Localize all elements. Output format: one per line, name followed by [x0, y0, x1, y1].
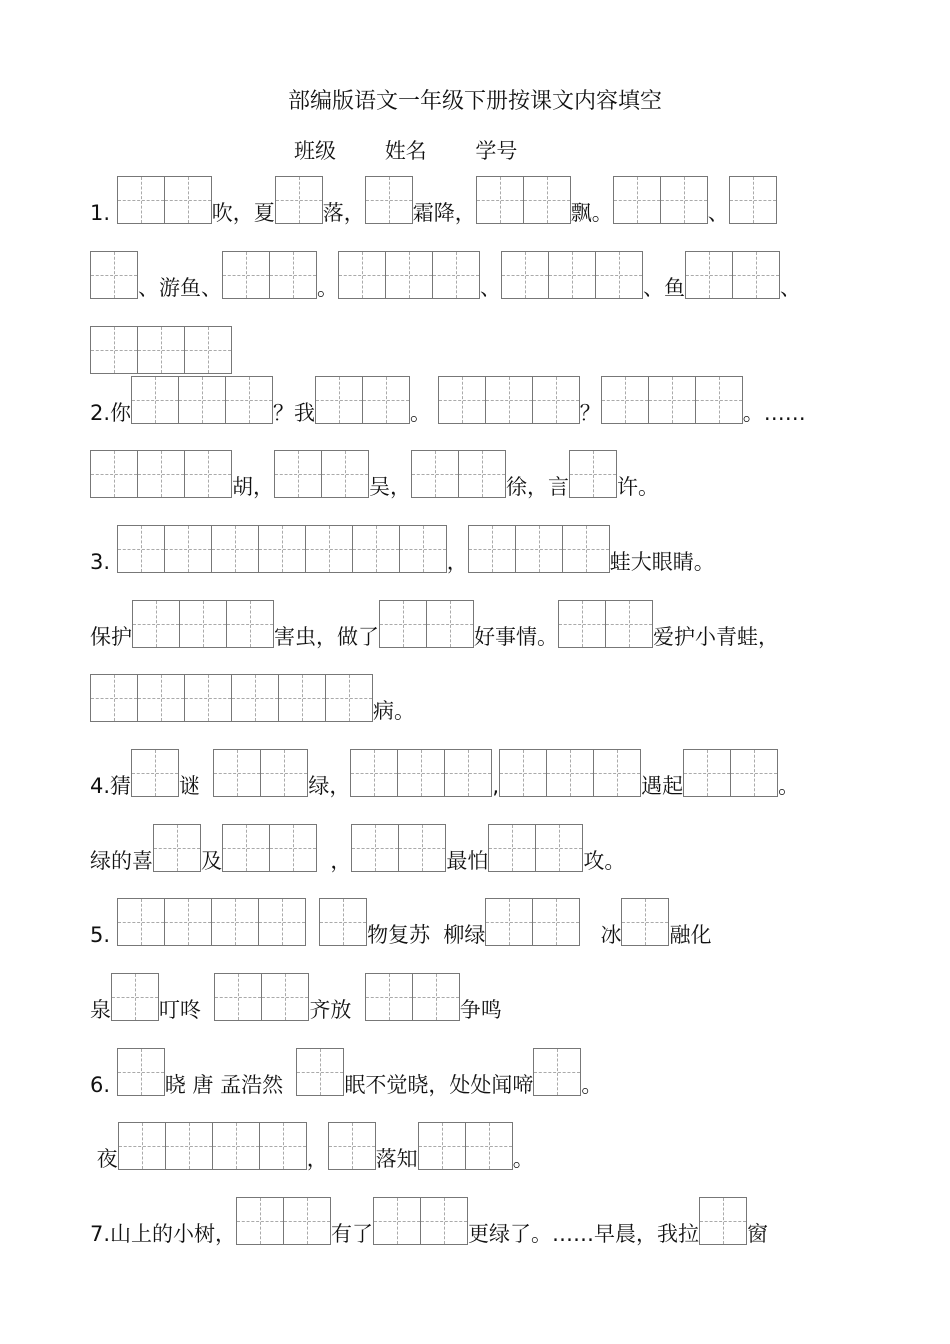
- tianzige-box[interactable]: [117, 898, 165, 946]
- answer-box-group[interactable]: [418, 1122, 513, 1170]
- tianzige-box[interactable]: [231, 674, 279, 722]
- prompt-text: [306, 922, 319, 948]
- tianzige-box[interactable]: [132, 600, 180, 648]
- answer-box-group[interactable]: [222, 824, 317, 872]
- tianzige-box[interactable]: [546, 749, 594, 797]
- prompt-text: 物复苏 柳绿: [367, 923, 486, 947]
- tianzige-box[interactable]: [595, 251, 643, 299]
- prompt-text: 夜: [90, 1147, 118, 1171]
- prompt-text: ？我: [273, 401, 316, 425]
- worksheet-line: [90, 521, 715, 573]
- worksheet-line: [90, 745, 799, 797]
- prompt-text: 许。: [617, 475, 659, 499]
- tianzige-box[interactable]: [111, 973, 159, 1021]
- prompt-text: 攻。: [583, 849, 626, 873]
- prompt-text: 。: [410, 401, 438, 425]
- answer-box-group[interactable]: [350, 749, 492, 797]
- tianzige-box[interactable]: [283, 1197, 331, 1245]
- answer-box-group[interactable]: [296, 1048, 344, 1096]
- answer-box-group[interactable]: [683, 749, 778, 797]
- answer-box-group[interactable]: [132, 600, 274, 648]
- answer-box-group[interactable]: [338, 251, 480, 299]
- tianzige-box[interactable]: [269, 251, 317, 299]
- tianzige-box[interactable]: [523, 176, 571, 224]
- prompt-text: 。: [512, 1147, 534, 1171]
- tianzige-box[interactable]: [412, 973, 460, 1021]
- tianzige-box[interactable]: [465, 1122, 513, 1170]
- tianzige-box[interactable]: [222, 824, 270, 872]
- tianzige-box[interactable]: [260, 749, 308, 797]
- prompt-text: 及: [201, 849, 222, 873]
- worksheet-line: [90, 670, 415, 722]
- worksheet-line: [90, 1044, 602, 1096]
- tianzige-box[interactable]: [164, 525, 212, 573]
- prompt-text: 有了: [331, 1222, 374, 1246]
- tianzige-box[interactable]: [683, 749, 731, 797]
- tianzige-box[interactable]: [352, 525, 400, 573]
- answer-box-group[interactable]: [274, 450, 369, 498]
- prompt-text: 冰: [580, 923, 622, 947]
- prompt-text: ，: [446, 550, 468, 574]
- prompt-text: 窗: [747, 1222, 769, 1246]
- tianzige-box[interactable]: [699, 1197, 747, 1245]
- answer-box-group[interactable]: [117, 176, 212, 224]
- tianzige-box[interactable]: [325, 674, 373, 722]
- prompt-text: 吹，夏: [211, 201, 275, 225]
- prompt-text: 霜降，: [412, 201, 476, 225]
- tianzige-box[interactable]: [476, 176, 524, 224]
- answer-box-group[interactable]: [111, 973, 159, 1021]
- prompt-text: 蛙大眼睛。: [609, 550, 715, 574]
- tianzige-box[interactable]: [729, 176, 777, 224]
- answer-box-group[interactable]: [569, 450, 617, 498]
- tianzige-box[interactable]: [399, 525, 447, 573]
- student-id-label: 学号: [475, 139, 518, 163]
- prompt-text: 、: [707, 201, 729, 225]
- answer-box-group[interactable]: [131, 376, 273, 424]
- answer-box-group[interactable]: [351, 824, 446, 872]
- tianzige-box[interactable]: [350, 749, 398, 797]
- tianzige-box[interactable]: [601, 376, 649, 424]
- tianzige-box[interactable]: [212, 1122, 260, 1170]
- tianzige-box[interactable]: [426, 600, 474, 648]
- tianzige-box[interactable]: [648, 376, 696, 424]
- tianzige-box[interactable]: [605, 600, 653, 648]
- tianzige-box[interactable]: [269, 824, 317, 872]
- tianzige-box[interactable]: [535, 824, 583, 872]
- class-label: 班级: [294, 139, 336, 163]
- prompt-text: 。: [581, 1073, 603, 1097]
- prompt-text: 徐，言: [506, 475, 569, 499]
- tianzige-box[interactable]: [685, 251, 733, 299]
- answer-box-group[interactable]: [117, 1048, 165, 1096]
- prompt-text: 、游鱼、: [138, 276, 222, 300]
- tianzige-box[interactable]: [730, 749, 778, 797]
- worksheet-line: [90, 247, 801, 299]
- worksheet-line: [90, 446, 659, 498]
- tianzige-box[interactable]: [211, 898, 259, 946]
- answer-box-group[interactable]: [236, 1197, 331, 1245]
- prompt-text: 保护: [90, 625, 132, 649]
- tianzige-box[interactable]: [117, 176, 165, 224]
- answer-box-group[interactable]: [501, 251, 643, 299]
- tianzige-box[interactable]: [117, 525, 165, 573]
- prompt-text: 6.: [90, 1073, 117, 1097]
- prompt-text: ？: [579, 401, 601, 425]
- tianzige-box[interactable]: [362, 376, 410, 424]
- tianzige-box[interactable]: [418, 1122, 466, 1170]
- tianzige-box[interactable]: [259, 1122, 307, 1170]
- prompt-text: ,: [492, 774, 500, 798]
- answer-box-group[interactable]: [153, 824, 201, 872]
- prompt-text: 。: [317, 276, 338, 300]
- tianzige-box[interactable]: [222, 251, 270, 299]
- tianzige-box[interactable]: [179, 600, 227, 648]
- prompt-text: 病。: [373, 699, 415, 723]
- tianzige-box[interactable]: [153, 824, 201, 872]
- prompt-text: 吴，: [369, 475, 411, 499]
- tianzige-box[interactable]: [397, 749, 445, 797]
- tianzige-box[interactable]: [660, 176, 708, 224]
- tianzige-box[interactable]: [458, 450, 506, 498]
- tianzige-box[interactable]: [365, 973, 413, 1021]
- prompt-text: 晓 唐 孟浩然: [164, 1073, 297, 1097]
- tianzige-box[interactable]: [90, 326, 138, 374]
- answer-box-group[interactable]: [117, 525, 447, 573]
- answer-box-group[interactable]: [729, 176, 777, 224]
- prompt-text: 遇起: [641, 774, 684, 798]
- tianzige-box[interactable]: [165, 1122, 213, 1170]
- prompt-text: 3.: [90, 550, 117, 574]
- answer-box-group[interactable]: [214, 973, 309, 1021]
- tianzige-box[interactable]: [184, 326, 232, 374]
- prompt-text: ，: [317, 849, 352, 873]
- tianzige-box[interactable]: [184, 450, 232, 498]
- tianzige-box[interactable]: [385, 251, 433, 299]
- worksheet-line: [90, 372, 806, 424]
- prompt-text: 更绿了。……早晨，我拉: [468, 1222, 700, 1246]
- tianzige-box[interactable]: [533, 1048, 581, 1096]
- worksheet-line: [90, 322, 232, 374]
- tianzige-box[interactable]: [236, 1197, 284, 1245]
- tianzige-box[interactable]: [261, 973, 309, 1021]
- tianzige-box[interactable]: [296, 1048, 344, 1096]
- tianzige-box[interactable]: [562, 525, 610, 573]
- prompt-text: 争鸣: [459, 998, 502, 1022]
- tianzige-box[interactable]: [532, 898, 580, 946]
- prompt-text: 、: [780, 276, 801, 300]
- prompt-text: 叮咚: [159, 998, 215, 1022]
- answer-box-group[interactable]: [118, 1122, 307, 1170]
- answer-box-group[interactable]: [476, 176, 571, 224]
- tianzige-box[interactable]: [593, 749, 641, 797]
- prompt-text: 落知: [375, 1147, 418, 1171]
- tianzige-box[interactable]: [274, 450, 322, 498]
- answer-box-group[interactable]: [90, 326, 232, 374]
- worksheet-line: [90, 894, 711, 946]
- prompt-text: 绿的喜: [90, 849, 153, 873]
- tianzige-box[interactable]: [695, 376, 743, 424]
- prompt-text: 1.: [90, 201, 117, 225]
- tianzige-box[interactable]: [90, 674, 138, 722]
- answer-box-group[interactable]: [117, 898, 306, 946]
- prompt-text: 飘。: [570, 201, 613, 225]
- prompt-text: 眠不觉晓，处处闻啼: [344, 1073, 534, 1097]
- prompt-text: 。: [778, 774, 800, 798]
- tianzige-box[interactable]: [485, 376, 533, 424]
- tianzige-box[interactable]: [213, 749, 261, 797]
- answer-box-group[interactable]: [601, 376, 743, 424]
- tianzige-box[interactable]: [365, 176, 413, 224]
- worksheet-line: [90, 820, 625, 872]
- tianzige-box[interactable]: [305, 525, 353, 573]
- answer-box-group[interactable]: [685, 251, 780, 299]
- tianzige-box[interactable]: [532, 376, 580, 424]
- tianzige-box[interactable]: [485, 898, 533, 946]
- answer-box-group[interactable]: [485, 898, 580, 946]
- tianzige-box[interactable]: [338, 251, 386, 299]
- tianzige-box[interactable]: [373, 1197, 421, 1245]
- prompt-text: 4.猜: [90, 774, 132, 798]
- prompt-text: 齐放: [309, 998, 365, 1022]
- student-info-row: [294, 135, 559, 165]
- answer-box-group[interactable]: [213, 749, 308, 797]
- prompt-text: 融化: [669, 923, 712, 947]
- tianzige-box[interactable]: [321, 450, 369, 498]
- prompt-text: 。……: [742, 401, 806, 425]
- tianzige-box[interactable]: [258, 525, 306, 573]
- tianzige-box[interactable]: [548, 251, 596, 299]
- prompt-text: 泉: [90, 998, 111, 1022]
- prompt-text: 好事情。: [474, 625, 558, 649]
- tianzige-box[interactable]: [468, 525, 516, 573]
- answer-box-group[interactable]: [131, 749, 179, 797]
- worksheet-line: [90, 969, 502, 1021]
- prompt-text: ，: [306, 1147, 328, 1171]
- tianzige-box[interactable]: [621, 898, 669, 946]
- tianzige-box[interactable]: [258, 898, 306, 946]
- tianzige-box[interactable]: [319, 898, 367, 946]
- tianzige-box[interactable]: [328, 1122, 376, 1170]
- answer-box-group[interactable]: [365, 176, 413, 224]
- tianzige-box[interactable]: [137, 450, 185, 498]
- prompt-text: 落，: [322, 201, 365, 225]
- tianzige-box[interactable]: [211, 525, 259, 573]
- tianzige-box[interactable]: [178, 376, 226, 424]
- worksheet-line: [90, 596, 779, 648]
- prompt-text: 7.山上的小树，: [90, 1222, 237, 1246]
- worksheet-title: 部编版语文一年级下册按课文内容填空: [287, 89, 662, 114]
- tianzige-box[interactable]: [137, 674, 185, 722]
- prompt-text: 害虫，做了: [274, 625, 379, 649]
- tianzige-box[interactable]: [432, 251, 480, 299]
- tianzige-box[interactable]: [184, 674, 232, 722]
- tianzige-box[interactable]: [438, 376, 486, 424]
- tianzige-box[interactable]: [499, 749, 547, 797]
- answer-box-group[interactable]: [328, 1122, 376, 1170]
- tianzige-box[interactable]: [214, 973, 262, 1021]
- prompt-text: 谜: [179, 774, 214, 798]
- answer-box-group[interactable]: [379, 600, 474, 648]
- tianzige-box[interactable]: [420, 1197, 468, 1245]
- answer-box-group[interactable]: [488, 824, 583, 872]
- prompt-text: 、鱼: [643, 276, 685, 300]
- prompt-text: 2.你: [90, 401, 132, 425]
- prompt-text: 、: [480, 276, 501, 300]
- answer-box-group[interactable]: [90, 674, 373, 722]
- tianzige-box[interactable]: [444, 749, 492, 797]
- worksheet-line: [90, 1118, 534, 1170]
- tianzige-box[interactable]: [398, 824, 446, 872]
- worksheet-line: [90, 172, 777, 224]
- tianzige-box[interactable]: [558, 600, 606, 648]
- tianzige-box[interactable]: [411, 450, 459, 498]
- answer-box-group[interactable]: [411, 450, 506, 498]
- tianzige-box[interactable]: [488, 824, 536, 872]
- tianzige-box[interactable]: [569, 450, 617, 498]
- tianzige-box[interactable]: [90, 251, 138, 299]
- tianzige-box[interactable]: [515, 525, 563, 573]
- answer-box-group[interactable]: [699, 1197, 747, 1245]
- tianzige-box[interactable]: [118, 1122, 166, 1170]
- tianzige-box[interactable]: [137, 326, 185, 374]
- tianzige-box[interactable]: [225, 376, 273, 424]
- tianzige-box[interactable]: [315, 376, 363, 424]
- answer-box-group[interactable]: [499, 749, 641, 797]
- prompt-text: 最怕: [446, 849, 489, 873]
- answer-box-group[interactable]: [613, 176, 708, 224]
- tianzige-box[interactable]: [131, 749, 179, 797]
- answer-box-group[interactable]: [275, 176, 323, 224]
- answer-box-group[interactable]: [533, 1048, 581, 1096]
- prompt-text: 5.: [90, 923, 117, 947]
- answer-box-group[interactable]: [365, 973, 460, 1021]
- worksheet-line: [90, 1193, 768, 1245]
- tianzige-box[interactable]: [164, 898, 212, 946]
- answer-box-group[interactable]: [438, 376, 580, 424]
- tianzige-box[interactable]: [613, 176, 661, 224]
- prompt-text: 绿，: [308, 774, 351, 798]
- answer-box-group[interactable]: [319, 898, 367, 946]
- tianzige-box[interactable]: [278, 674, 326, 722]
- answer-box-group[interactable]: [373, 1197, 468, 1245]
- answer-box-group[interactable]: [468, 525, 610, 573]
- tianzige-box[interactable]: [501, 251, 549, 299]
- answer-box-group[interactable]: [315, 376, 410, 424]
- prompt-text: 胡，: [232, 475, 274, 499]
- tianzige-box[interactable]: [117, 1048, 165, 1096]
- name-label: 姓名: [384, 139, 427, 163]
- answer-box-group[interactable]: [621, 898, 669, 946]
- tianzige-box[interactable]: [90, 450, 138, 498]
- answer-box-group[interactable]: [558, 600, 653, 648]
- tianzige-box[interactable]: [351, 824, 399, 872]
- tianzige-box[interactable]: [164, 176, 212, 224]
- answer-box-group[interactable]: [90, 251, 138, 299]
- answer-box-group[interactable]: [90, 450, 232, 498]
- tianzige-box[interactable]: [131, 376, 179, 424]
- tianzige-box[interactable]: [732, 251, 780, 299]
- tianzige-box[interactable]: [226, 600, 274, 648]
- tianzige-box[interactable]: [379, 600, 427, 648]
- tianzige-box[interactable]: [275, 176, 323, 224]
- answer-box-group[interactable]: [222, 251, 317, 299]
- prompt-text: 爱护小青蛙，: [653, 625, 779, 649]
